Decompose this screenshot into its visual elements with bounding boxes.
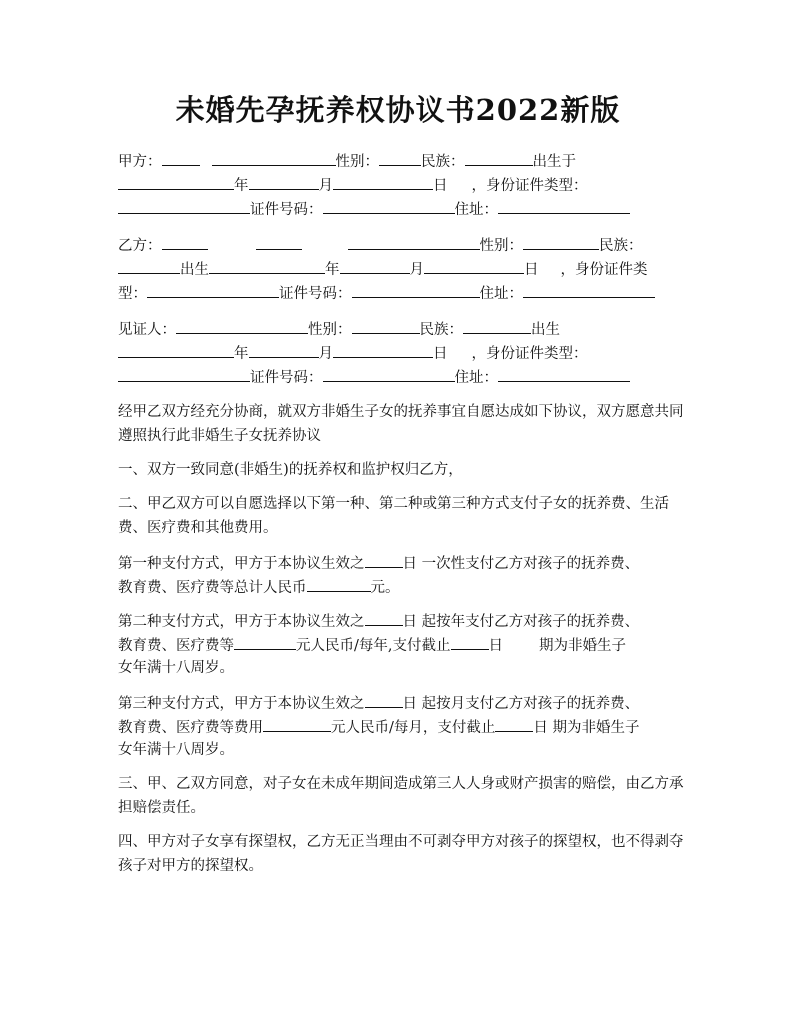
method-2-amount-blank[interactable] (234, 632, 296, 650)
witness-address-blank[interactable] (498, 364, 630, 382)
payment-method-3 (118, 690, 684, 762)
witness-ethnicity-label: 民族： (419, 322, 463, 338)
party-b-month-label: 月 (409, 262, 424, 278)
party-b-section (118, 232, 684, 304)
witness-day-label: 日 (433, 346, 448, 362)
method-2-text-d: 元人民币/每年,支付截止 (296, 638, 451, 654)
payment-method-2 (118, 608, 684, 680)
witness-year-label: 年 (234, 346, 249, 362)
method-3-text-a: 第三种支付方式，甲方于本协议生效之 (118, 696, 365, 712)
method-1-days-blank[interactable] (365, 550, 403, 568)
method-2-text-e: 日 (488, 638, 503, 654)
witness-birth-year-blank[interactable] (118, 340, 234, 358)
method-1-text-d: 元。 (370, 580, 400, 596)
clause-2: 二、甲乙双方可以自愿选择以下第一种、第二种或第三种方式支付子女的抚养费、生活费、医疗费和其他费用。 (118, 496, 669, 536)
party-b-year-label: 年 (325, 262, 340, 278)
method-3-text-e: 日 期为非婚生子 (533, 720, 640, 736)
method-2-text-b: 日 起按年支付乙方对孩子的抚养费、 (402, 614, 640, 630)
party-a-id-number-label: 证件号码： (250, 202, 323, 218)
party-b-id-type-label: ，身份证件类 (560, 262, 648, 278)
party-b-name-blank-3[interactable] (348, 232, 480, 250)
witness-id-number-blank[interactable] (323, 364, 455, 382)
party-a-address-blank[interactable] (498, 196, 630, 214)
party-b-ethnicity-label: 民族： (599, 238, 643, 254)
party-b-day-label: 日 (524, 262, 539, 278)
clause-1: 一、双方一致同意(非婚生)的抚养权和监护权归乙方， (118, 462, 463, 478)
party-a-gender-label: 性别： (335, 154, 379, 170)
party-b-id-type-label-cont: 型： (118, 286, 147, 302)
party-a-id-number-blank[interactable] (323, 196, 455, 214)
party-b-gender-label: 性别： (479, 238, 523, 254)
method-2-text-g: 女年满十八周岁。 (118, 660, 234, 676)
party-a-section (118, 148, 684, 220)
method-2-deadline-blank[interactable] (451, 632, 489, 650)
witness-birth-day-blank[interactable] (333, 340, 433, 358)
document-title: 未婚先孕抚养权协议书2022新版 (175, 93, 621, 127)
method-2-text-f: 期为非婚生子 (539, 638, 626, 654)
clause-4: 四、甲方对子女享有探望权，乙方无正当理由不可剥夺甲方对孩子的探望权，也不得剥夺孩子对甲方的探望权。 (118, 834, 684, 874)
witness-ethnicity-blank[interactable] (463, 316, 531, 334)
party-a-gender-blank[interactable] (379, 148, 421, 166)
party-a-name-blank-2[interactable] (212, 148, 336, 166)
method-3-days-blank[interactable] (365, 690, 403, 708)
party-b-gender-blank[interactable] (523, 232, 599, 250)
method-2-text-a: 第二种支付方式，甲方于本协议生效之 (118, 614, 365, 630)
party-a-id-type-label: ，身份证件类型： (471, 178, 588, 194)
party-b-id-number-label: 证件号码： (279, 286, 352, 302)
witness-name-blank[interactable] (176, 316, 308, 334)
witness-section (118, 316, 684, 388)
witness-birth-month-blank[interactable] (249, 340, 319, 358)
party-a-address-label: 住址： (454, 202, 498, 218)
witness-id-type-blank[interactable] (118, 364, 250, 382)
party-b-address-label: 住址： (479, 286, 523, 302)
party-b-address-blank[interactable] (523, 280, 655, 298)
witness-born-label: 出生 (531, 322, 560, 338)
party-b-birth-year-blank[interactable] (209, 256, 325, 274)
party-a-ethnicity-label: 民族： (421, 154, 465, 170)
method-3-text-d: 元人民币/每月，支付截止 (331, 720, 496, 736)
method-1-amount-blank[interactable] (307, 574, 371, 592)
method-3-amount-blank[interactable] (263, 714, 331, 732)
witness-id-type-label: ，身份证件类型： (471, 346, 588, 362)
party-a-name-blank-1[interactable] (162, 148, 200, 166)
party-b-born-label: 出生 (180, 262, 209, 278)
party-a-birth-month-blank[interactable] (249, 172, 319, 190)
party-a-born-label: 出生于 (532, 154, 576, 170)
method-3-text-f: 女年满十八周岁。 (118, 742, 234, 758)
clause-3: 三、甲、乙双方同意，对子女在未成年期间造成第三人人身或财产损害的赔偿，由乙方承担赔偿责任。 (118, 776, 684, 816)
witness-label: 见证人： (118, 322, 176, 338)
party-a-ethnicity-blank[interactable] (465, 148, 533, 166)
agreement-intro: 经甲乙双方经充分协商，就双方非婚生子女的抚养事宜自愿达成如下协议，双方愿意共同遵照执行此非婚生子女抚养协议 (118, 404, 684, 444)
party-b-id-type-blank[interactable] (147, 280, 279, 298)
method-1-text-a: 第一种支付方式，甲方于本协议生效之 (118, 556, 365, 572)
method-3-text-b: 日 起按月支付乙方对孩子的抚养费、 (402, 696, 640, 712)
method-3-deadline-blank[interactable] (495, 714, 533, 732)
party-b-name-blank-2[interactable] (256, 232, 302, 250)
party-b-label: 乙方： (118, 238, 162, 254)
party-b-birth-day-blank[interactable] (424, 256, 524, 274)
party-a-day-label: 日 (433, 178, 448, 194)
party-b-name-blank-1[interactable] (162, 232, 208, 250)
method-1-text-b: 日 一次性支付乙方对孩子的抚养费、 (402, 556, 640, 572)
party-a-year-label: 年 (234, 178, 249, 194)
party-a-label: 甲方： (118, 154, 162, 170)
method-3-text-c: 教育费、医疗费等费用 (118, 720, 263, 736)
party-a-month-label: 月 (318, 178, 333, 194)
payment-method-1 (118, 550, 684, 598)
method-1-text-c: 教育费、医疗费等总计人民币 (118, 580, 307, 596)
witness-id-number-label: 证件号码： (250, 370, 323, 386)
party-b-birth-month-blank[interactable] (340, 256, 410, 274)
witness-month-label: 月 (318, 346, 333, 362)
document-body (118, 148, 684, 878)
party-a-birth-day-blank[interactable] (333, 172, 433, 190)
party-a-id-type-blank[interactable] (118, 196, 250, 214)
party-a-birth-year-blank[interactable] (118, 172, 234, 190)
party-b-id-number-blank[interactable] (352, 280, 480, 298)
method-2-text-c: 教育费、医疗费等 (118, 638, 234, 654)
method-2-days-blank[interactable] (365, 608, 403, 626)
witness-gender-blank[interactable] (352, 316, 420, 334)
witness-address-label: 住址： (454, 370, 498, 386)
party-b-ethnicity-blank[interactable] (118, 256, 180, 274)
witness-gender-label: 性别： (308, 322, 352, 338)
